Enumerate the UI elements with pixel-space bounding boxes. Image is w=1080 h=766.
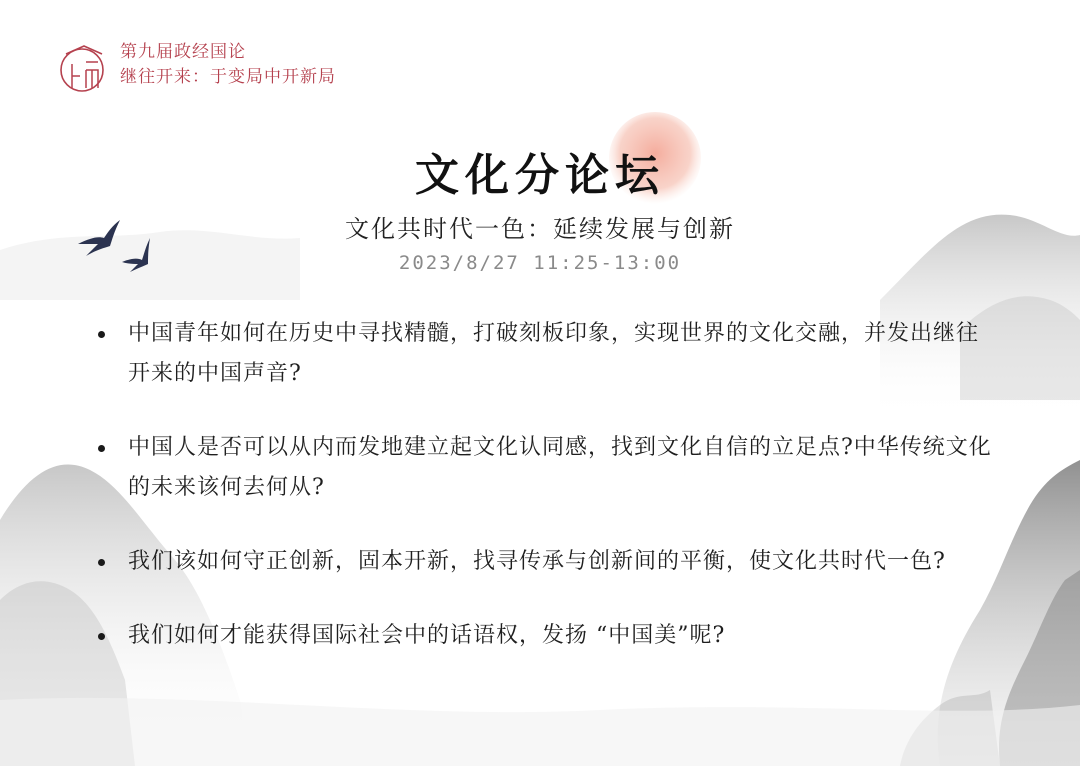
list-item: 我们如何才能获得国际社会中的话语权，发扬 “中国美”呢? — [96, 616, 996, 656]
event-theme: 继往开来：于变局中开新局 — [120, 67, 336, 87]
list-item: 我们该如何守正创新，固本开新，找寻传承与创新间的平衡，使文化共时代一色? — [96, 542, 996, 582]
page-title: 文化分论坛 — [415, 150, 665, 201]
page-subtitle: 文化共时代一色：延续发展与创新 — [345, 215, 735, 243]
discussion-questions — [96, 314, 996, 690]
list-item: 中国青年如何在历史中寻找精髓，打破刻板印象，实现世界的文化交融，并发出继往开来的中国声音? — [96, 314, 996, 394]
forum-seal-logo — [58, 40, 112, 98]
title-block — [0, 148, 1080, 274]
event-name: 第九届政经国论 — [120, 42, 246, 62]
event-header — [120, 40, 336, 90]
list-item: 中国人是否可以从内而发地建立起文化认同感，找到文化自信的立足点?中华传统文化的未来该何去何从? — [96, 428, 996, 508]
session-datetime: 2023/8/27 11:25-13:00 — [398, 252, 682, 274]
